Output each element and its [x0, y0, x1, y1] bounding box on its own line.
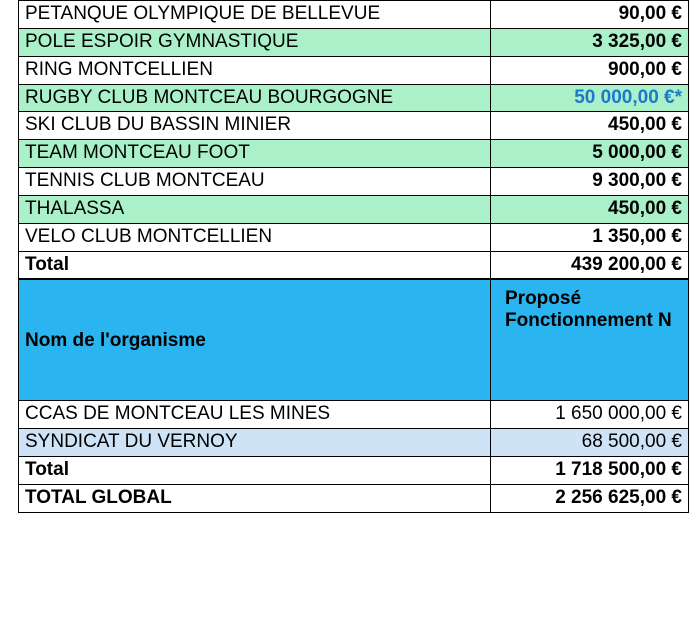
column-header-organism: Nom de l'organisme: [19, 280, 491, 401]
organism-amount: 450,00 €: [491, 195, 689, 223]
organism-amount: 3 325,00 €: [491, 28, 689, 56]
table-header-row: [19, 280, 689, 401]
organism-name: PETANQUE OLYMPIQUE DE BELLEVUE: [19, 1, 491, 29]
total-label: Total: [19, 251, 491, 279]
total-amount: 1 718 500,00 €: [491, 457, 689, 485]
table-row[interactable]: [19, 401, 689, 429]
table-row[interactable]: [19, 195, 689, 223]
organism-name: CCAS DE MONTCEAU LES MINES: [19, 401, 491, 429]
organism-name: SKI CLUB DU BASSIN MINIER: [19, 112, 491, 140]
total-label: Total: [19, 457, 491, 485]
organism-amount: 5 000,00 €: [491, 140, 689, 168]
table-row[interactable]: [19, 84, 689, 112]
grand-total-label: TOTAL GLOBAL: [19, 484, 491, 512]
table-row[interactable]: [19, 223, 689, 251]
table-row[interactable]: [19, 56, 689, 84]
organism-amount: 68 500,00 €: [491, 429, 689, 457]
organism-amount: 1 350,00 €: [491, 223, 689, 251]
table-row[interactable]: [19, 1, 689, 29]
table-bottom-body: [19, 280, 689, 512]
table-row-total[interactable]: [19, 457, 689, 485]
table-row[interactable]: [19, 112, 689, 140]
table-row[interactable]: [19, 28, 689, 56]
organism-name: VELO CLUB MONTCELLIEN: [19, 223, 491, 251]
table-row-grand-total[interactable]: [19, 484, 689, 512]
subsidies-table-bottom: [18, 279, 689, 512]
total-amount: 439 200,00 €: [491, 251, 689, 279]
grand-total-amount: 2 256 625,00 €: [491, 484, 689, 512]
organism-amount: 1 650 000,00 €: [491, 401, 689, 429]
column-header-proposed-funding: Proposé Fonctionnement N: [491, 280, 689, 401]
organism-name: SYNDICAT DU VERNOY: [19, 429, 491, 457]
organism-name: RING MONTCELLIEN: [19, 56, 491, 84]
subsidies-table-top: [18, 0, 689, 279]
organism-amount: 9 300,00 €: [491, 168, 689, 196]
organism-amount: 450,00 €: [491, 112, 689, 140]
organism-amount: 900,00 €: [491, 56, 689, 84]
organism-name: THALASSA: [19, 195, 491, 223]
organism-name: TEAM MONTCEAU FOOT: [19, 140, 491, 168]
organism-name: POLE ESPOIR GYMNASTIQUE: [19, 28, 491, 56]
table-top-body: [19, 1, 689, 279]
organism-name: TENNIS CLUB MONTCEAU: [19, 168, 491, 196]
organism-amount: 50 000,00 €*: [491, 84, 689, 112]
organism-amount: 90,00 €: [491, 1, 689, 29]
table-row-total[interactable]: [19, 251, 689, 279]
table-row[interactable]: [19, 140, 689, 168]
table-row[interactable]: [19, 429, 689, 457]
organism-name: RUGBY CLUB MONTCEAU BOURGOGNE: [19, 84, 491, 112]
table-row[interactable]: [19, 168, 689, 196]
